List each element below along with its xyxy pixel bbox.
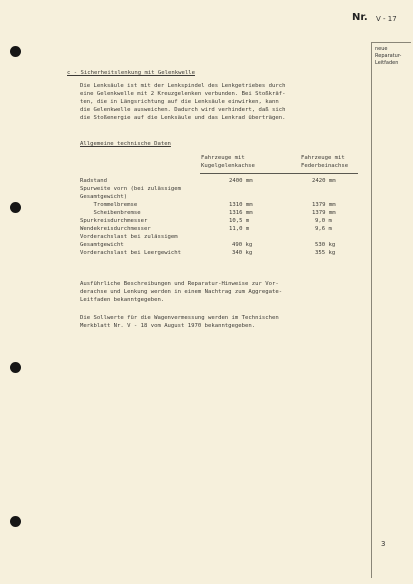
table-cell: 1379 mm bbox=[312, 202, 336, 208]
table-cell: 1316 mm bbox=[229, 210, 253, 216]
table-cell: 530 kg bbox=[315, 242, 336, 248]
table-row-label: Vorderachslast bei zulässigem bbox=[80, 234, 178, 240]
table-cell: 9,0 m bbox=[315, 218, 332, 224]
paragraph-line: ten, die in Längsrichtung auf die Lenksäule einwirken, kann bbox=[80, 99, 279, 105]
note-line: Die Sollwerte für die Wagenvermessung werden im Technischen bbox=[80, 315, 279, 321]
table-cell: 11,0 m bbox=[229, 226, 250, 232]
paragraph-line: Die Lenksäule ist mit der Lenkspindel des Lenkgetriebes durch bbox=[80, 83, 286, 89]
column-header: Federbeinachse bbox=[301, 163, 349, 169]
note-line: derachse und Lenkung werden in einem Nachtrag zum Aggregate- bbox=[80, 289, 283, 295]
punch-hole-icon bbox=[10, 516, 21, 527]
side-note-line: Leitfaden bbox=[375, 60, 399, 66]
punch-hole-icon bbox=[10, 46, 21, 57]
column-header: Fahrzeuge mit bbox=[201, 155, 245, 161]
tech-data-title: Allgemeine technische Daten bbox=[80, 141, 171, 147]
table-row-label: Wendekreisdurchmesser bbox=[80, 226, 151, 232]
table-cell: 355 kg bbox=[315, 250, 336, 256]
punch-hole-icon bbox=[10, 362, 21, 373]
table-row-label: Scheibenbremse bbox=[80, 210, 141, 216]
margin-frame-line bbox=[371, 42, 372, 578]
table-cell: 2420 mm bbox=[312, 178, 336, 184]
side-note-line: Reparatur- bbox=[375, 53, 402, 59]
table-cell: 2400 mm bbox=[229, 178, 253, 184]
table-cell: 340 kg bbox=[232, 250, 253, 256]
section-title: c - Sicherheitslenkung mit Gelenkwelle bbox=[67, 70, 195, 76]
side-note bbox=[375, 46, 401, 67]
table-row-label: Vorderachslast bei Leergewicht bbox=[80, 250, 182, 256]
table-row-label: Spurweite vorn (bei zulässigem bbox=[80, 186, 182, 192]
paragraph-line: eine Gelenkwelle mit 2 Kreuzgelenken verbunden. Bei Stoßkräf- bbox=[80, 91, 286, 97]
paragraph-line: die Stoßenergie auf die Lenksäule und das Lenkrad überträgen. bbox=[80, 115, 286, 121]
table-row-label: Radstand bbox=[80, 178, 107, 184]
table-cell: 1379 mm bbox=[312, 210, 336, 216]
punch-hole-icon bbox=[10, 202, 21, 213]
table-cell: 10,5 m bbox=[229, 218, 250, 224]
table-cell: 1310 mm bbox=[229, 202, 253, 208]
column-header: Kugelgelenkachse bbox=[201, 163, 255, 169]
note-line: Ausführliche Beschreibungen und Reparatur-Hinweise zur Vor- bbox=[80, 281, 279, 287]
table-cell: 490 kg bbox=[232, 242, 253, 248]
table-cell: 9,6 m bbox=[315, 226, 332, 232]
paragraph-line: die Gelenkwelle ausweichen. Dadurch wird verhindert, daß sich bbox=[80, 107, 286, 113]
column-header: Fahrzeuge mit bbox=[301, 155, 345, 161]
table-row-label: Gesamtgewicht bbox=[80, 242, 124, 248]
table-row-label: Spurkreisdurchmesser bbox=[80, 218, 148, 224]
table-rule bbox=[200, 173, 358, 174]
note-line: Merkblatt Nr. V - 18 vom August 1970 bekanntgegeben. bbox=[80, 323, 256, 329]
table-row-label: Trommelbremse bbox=[80, 202, 138, 208]
table-row-label: Gesamtgewicht) bbox=[80, 194, 128, 200]
margin-frame-top bbox=[371, 42, 411, 43]
side-note-line: neue bbox=[375, 46, 388, 52]
doc-number: V - 17 bbox=[376, 15, 397, 23]
note-line: Leitfaden bekanntgegeben. bbox=[80, 297, 165, 303]
doc-nr-label: Nr. bbox=[352, 12, 368, 23]
page-number: 3 bbox=[381, 540, 386, 548]
